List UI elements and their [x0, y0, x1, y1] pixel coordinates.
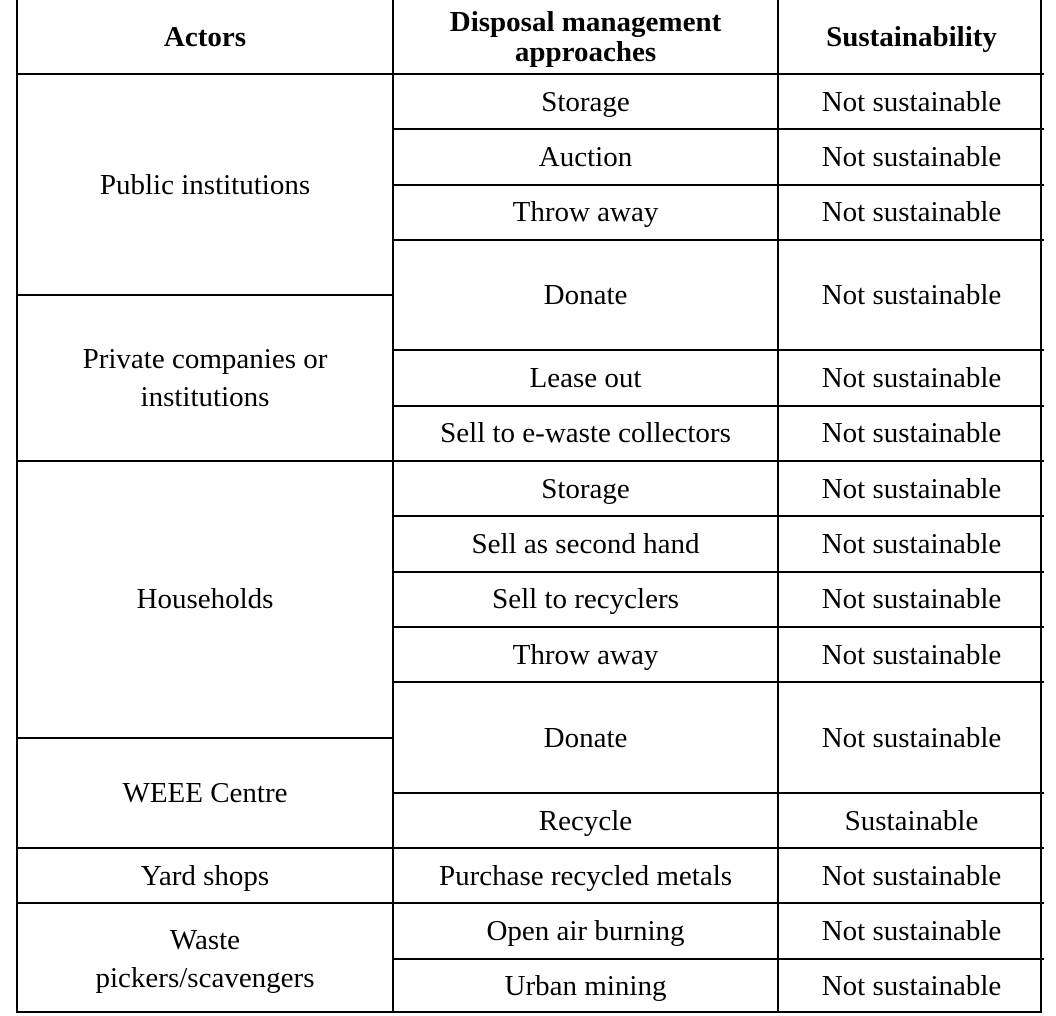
approach-cell: [394, 460, 779, 515]
actor-cell-yard-shops: [18, 847, 394, 902]
sustainability-cell: [779, 128, 1044, 183]
header-sustainability: [779, 0, 1044, 73]
sustainability-cell: [779, 239, 1044, 350]
sustainability-label: Not sustainable: [821, 362, 1002, 395]
sustainability-label: Not sustainable: [821, 279, 1002, 312]
approach-cell: [394, 958, 779, 1013]
sustainability-label: Not sustainable: [821, 528, 1002, 561]
sustainability-label: Not sustainable: [821, 970, 1002, 1003]
actor-cell-public-institutions: [18, 73, 394, 294]
header-sustainability-label: Sustainability: [826, 20, 997, 53]
header-actors: [18, 0, 394, 73]
approach-cell: [394, 902, 779, 957]
sustainability-cell: [779, 349, 1044, 404]
approach-cell: [394, 239, 779, 350]
actor-label: Public institutions: [99, 168, 311, 201]
header-approaches-line2: approaches: [514, 35, 657, 68]
header-approaches: [394, 0, 779, 73]
actors-disposal-table: [16, 0, 1042, 1013]
approach-cell: [394, 792, 779, 847]
approach-label: Throw away: [512, 638, 659, 671]
sustainability-label: Not sustainable: [821, 417, 1002, 450]
approach-label: Sell to recyclers: [492, 583, 679, 616]
approach-label: Sell to e-waste collectors: [440, 417, 731, 450]
sustainability-cell: [779, 405, 1044, 460]
approach-cell: [394, 349, 779, 404]
approach-label: Donate: [543, 279, 628, 312]
actor-cell-private-companies: [18, 294, 394, 460]
sustainability-label: Not sustainable: [821, 196, 1002, 229]
actor-label-line2: pickers/scavengers: [95, 961, 315, 994]
sustainability-cell: [779, 460, 1044, 515]
actor-cell-waste-pickers: [18, 902, 394, 1013]
sustainability-label: Sustainable: [844, 804, 979, 837]
sustainability-label: Not sustainable: [821, 85, 1002, 118]
approach-cell: [394, 681, 779, 792]
approach-cell: [394, 184, 779, 239]
approach-label: Open air burning: [486, 915, 685, 948]
actor-cell-households: [18, 460, 394, 736]
header-actors-label: Actors: [163, 20, 247, 53]
actor-label-line1: Waste: [169, 923, 241, 956]
approach-label: Urban mining: [504, 970, 667, 1003]
sustainability-label: Not sustainable: [821, 583, 1002, 616]
approach-label: Sell as second hand: [471, 528, 700, 561]
sustainability-cell: [779, 626, 1044, 681]
sustainability-cell: [779, 958, 1044, 1013]
approach-label: Donate: [543, 721, 628, 754]
approach-label: Auction: [538, 140, 633, 173]
sustainability-cell: [779, 73, 1044, 128]
approach-label: Lease out: [529, 362, 642, 395]
actor-label-line1: Private companies or: [82, 343, 328, 376]
approach-label: Throw away: [512, 196, 659, 229]
sustainability-cell: [779, 681, 1044, 792]
sustainability-label: Not sustainable: [821, 472, 1002, 505]
sustainability-cell: [779, 515, 1044, 570]
approach-cell: [394, 515, 779, 570]
approach-cell: [394, 571, 779, 626]
header-approaches-line1: Disposal management: [449, 5, 722, 38]
approach-cell: [394, 405, 779, 460]
sustainability-label: Not sustainable: [821, 140, 1002, 173]
actor-cell-weee-centre: [18, 737, 394, 848]
actor-label: Yard shops: [140, 859, 270, 892]
approach-cell: [394, 73, 779, 128]
approach-cell: [394, 847, 779, 902]
sustainability-cell: [779, 847, 1044, 902]
sustainability-cell: [779, 184, 1044, 239]
approach-cell: [394, 626, 779, 681]
sustainability-label: Not sustainable: [821, 638, 1002, 671]
sustainability-label: Not sustainable: [821, 721, 1002, 754]
approach-cell: [394, 128, 779, 183]
sustainability-label: Not sustainable: [821, 859, 1002, 892]
approach-label: Purchase recycled metals: [438, 859, 733, 892]
approach-label: Recycle: [538, 804, 633, 837]
sustainability-cell: [779, 571, 1044, 626]
actor-label: WEEE Centre: [122, 776, 288, 809]
approach-label: Storage: [541, 472, 630, 505]
actor-label: Households: [136, 583, 274, 616]
approach-label: Storage: [541, 85, 630, 118]
actor-label-line2: institutions: [140, 381, 270, 414]
sustainability-cell: [779, 792, 1044, 847]
sustainability-cell: [779, 902, 1044, 957]
sustainability-label: Not sustainable: [821, 915, 1002, 948]
